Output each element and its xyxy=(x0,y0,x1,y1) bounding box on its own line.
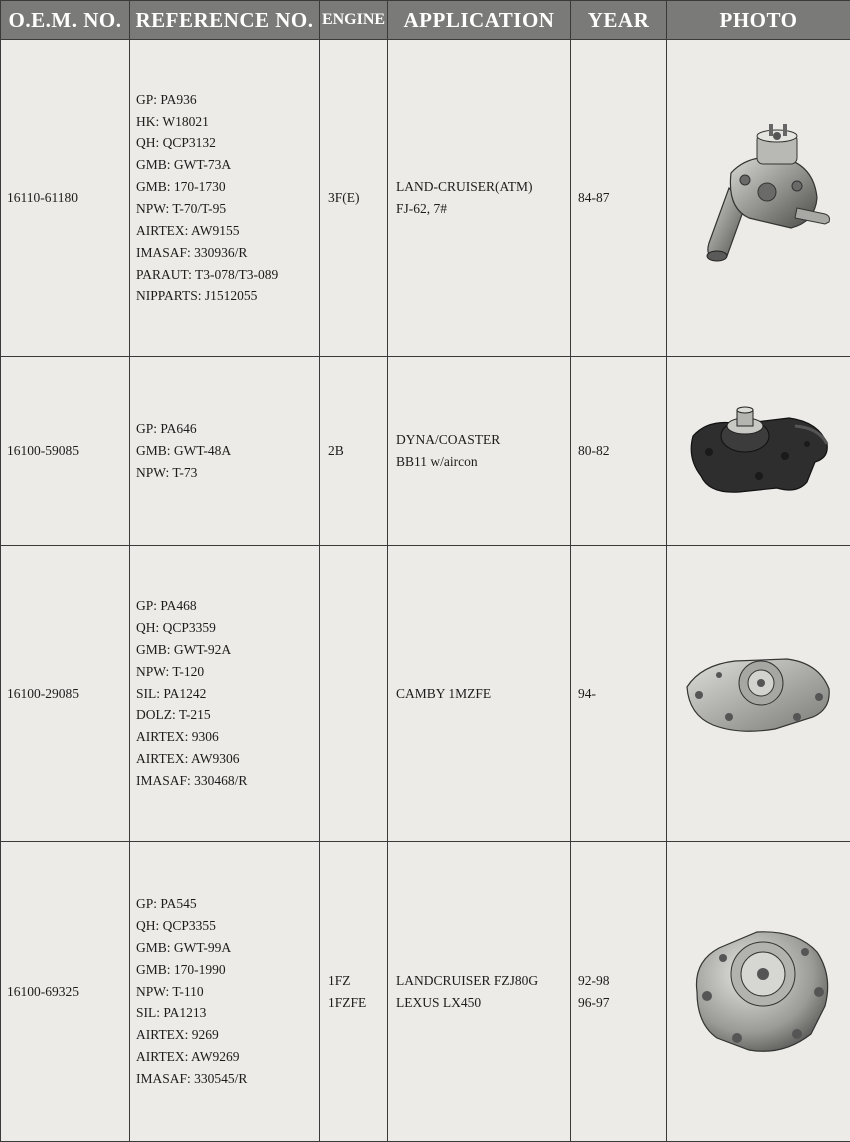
engine-cell xyxy=(320,546,388,842)
reference-item: GMB: GWT-48A xyxy=(136,440,319,462)
engine-cell xyxy=(320,40,388,357)
reference-item: AIRTEX: 9269 xyxy=(136,1024,319,1046)
reference-item: GMB: GWT-73A xyxy=(136,154,319,176)
reference-list xyxy=(130,842,320,1142)
engine-code: 2B xyxy=(328,440,387,462)
application-cell xyxy=(388,546,571,842)
reference-item: IMASAF: 330468/R xyxy=(136,770,319,792)
reference-header: REFERENCE NO. xyxy=(130,1,320,40)
reference-item: IMASAF: 330936/R xyxy=(136,242,319,264)
year-cell xyxy=(571,842,667,1142)
application-line: LANDCRUISER FZJ80G xyxy=(396,970,570,992)
application-line: CAMBY 1MZFE xyxy=(396,683,570,705)
reference-item: GMB: 170-1730 xyxy=(136,176,319,198)
reference-item: SIL: PA1242 xyxy=(136,683,319,705)
reference-item: GMB: 170-1990 xyxy=(136,959,319,981)
reference-item: PARAUT: T3-078/T3-089 xyxy=(136,264,319,286)
water-pump-photo-icon xyxy=(679,396,839,506)
reference-item: GP: PA936 xyxy=(136,89,319,111)
application-line: LAND-CRUISER(ATM) xyxy=(396,176,570,198)
engine-code: 3F(E) xyxy=(328,187,387,209)
oem-number: 16100-69325 xyxy=(1,842,130,1142)
reference-list xyxy=(130,40,320,357)
photo-cell xyxy=(667,546,850,842)
application-line: FJ-62, 7# xyxy=(396,198,570,220)
reference-item: SIL: PA1213 xyxy=(136,1002,319,1024)
year-range: 92-98 xyxy=(578,970,666,992)
application-line: DYNA/COASTER xyxy=(396,429,570,451)
application-line: LEXUS LX450 xyxy=(396,992,570,1014)
application-cell xyxy=(388,842,571,1142)
photo-cell xyxy=(667,842,850,1142)
oem-number: 16110-61180 xyxy=(1,40,130,357)
reference-list xyxy=(130,546,320,842)
table-row xyxy=(1,842,850,1142)
table-row xyxy=(1,357,850,546)
photo-cell xyxy=(667,357,850,546)
reference-item: GMB: GWT-99A xyxy=(136,937,319,959)
application-cell xyxy=(388,40,571,357)
reference-item: GP: PA545 xyxy=(136,893,319,915)
reference-item: GP: PA468 xyxy=(136,595,319,617)
header-row xyxy=(1,1,850,40)
oem-header: O.E.M. NO. xyxy=(1,1,130,40)
photo-header: PHOTO xyxy=(667,1,850,40)
reference-item: GMB: GWT-92A xyxy=(136,639,319,661)
photo-cell xyxy=(667,40,850,357)
year-header: YEAR xyxy=(571,1,667,40)
oem-number: 16100-29085 xyxy=(1,546,130,842)
engine-header: ENGINE xyxy=(320,1,388,40)
application-cell xyxy=(388,357,571,546)
year-cell xyxy=(571,40,667,357)
engine-code: 1FZFE xyxy=(328,992,387,1014)
reference-item: NPW: T-120 xyxy=(136,661,319,683)
year-range: 94- xyxy=(578,683,666,705)
reference-item: DOLZ: T-215 xyxy=(136,704,319,726)
year-cell xyxy=(571,357,667,546)
reference-item: QH: QCP3132 xyxy=(136,132,319,154)
reference-item: NPW: T-110 xyxy=(136,981,319,1003)
oem-number: 16100-59085 xyxy=(1,357,130,546)
engine-cell xyxy=(320,842,388,1142)
reference-list xyxy=(130,357,320,546)
reference-item: AIRTEX: 9306 xyxy=(136,726,319,748)
reference-item: AIRTEX: AW9306 xyxy=(136,748,319,770)
water-pump-photo-icon xyxy=(679,922,839,1062)
reference-item: NPW: T-73 xyxy=(136,462,319,484)
engine-code: 1FZ xyxy=(328,970,387,992)
engine-cell xyxy=(320,357,388,546)
water-pump-photo-icon xyxy=(679,118,839,278)
reference-item: HK: W18021 xyxy=(136,111,319,133)
reference-item: QH: QCP3359 xyxy=(136,617,319,639)
water-pump-photo-icon xyxy=(679,639,839,749)
reference-item: QH: QCP3355 xyxy=(136,915,319,937)
year-cell xyxy=(571,546,667,842)
application-header: APPLICATION xyxy=(388,1,571,40)
table-row xyxy=(1,546,850,842)
year-range: 84-87 xyxy=(578,187,666,209)
reference-item: NPW: T-70/T-95 xyxy=(136,198,319,220)
year-range: 96-97 xyxy=(578,992,666,1014)
application-line: BB11 w/aircon xyxy=(396,451,570,473)
reference-item: AIRTEX: AW9155 xyxy=(136,220,319,242)
reference-item: IMASAF: 330545/R xyxy=(136,1068,319,1090)
reference-item: AIRTEX: AW9269 xyxy=(136,1046,319,1068)
reference-item: GP: PA646 xyxy=(136,418,319,440)
table-row xyxy=(1,40,850,357)
reference-item: NIPPARTS: J1512055 xyxy=(136,285,319,307)
year-range: 80-82 xyxy=(578,440,666,462)
